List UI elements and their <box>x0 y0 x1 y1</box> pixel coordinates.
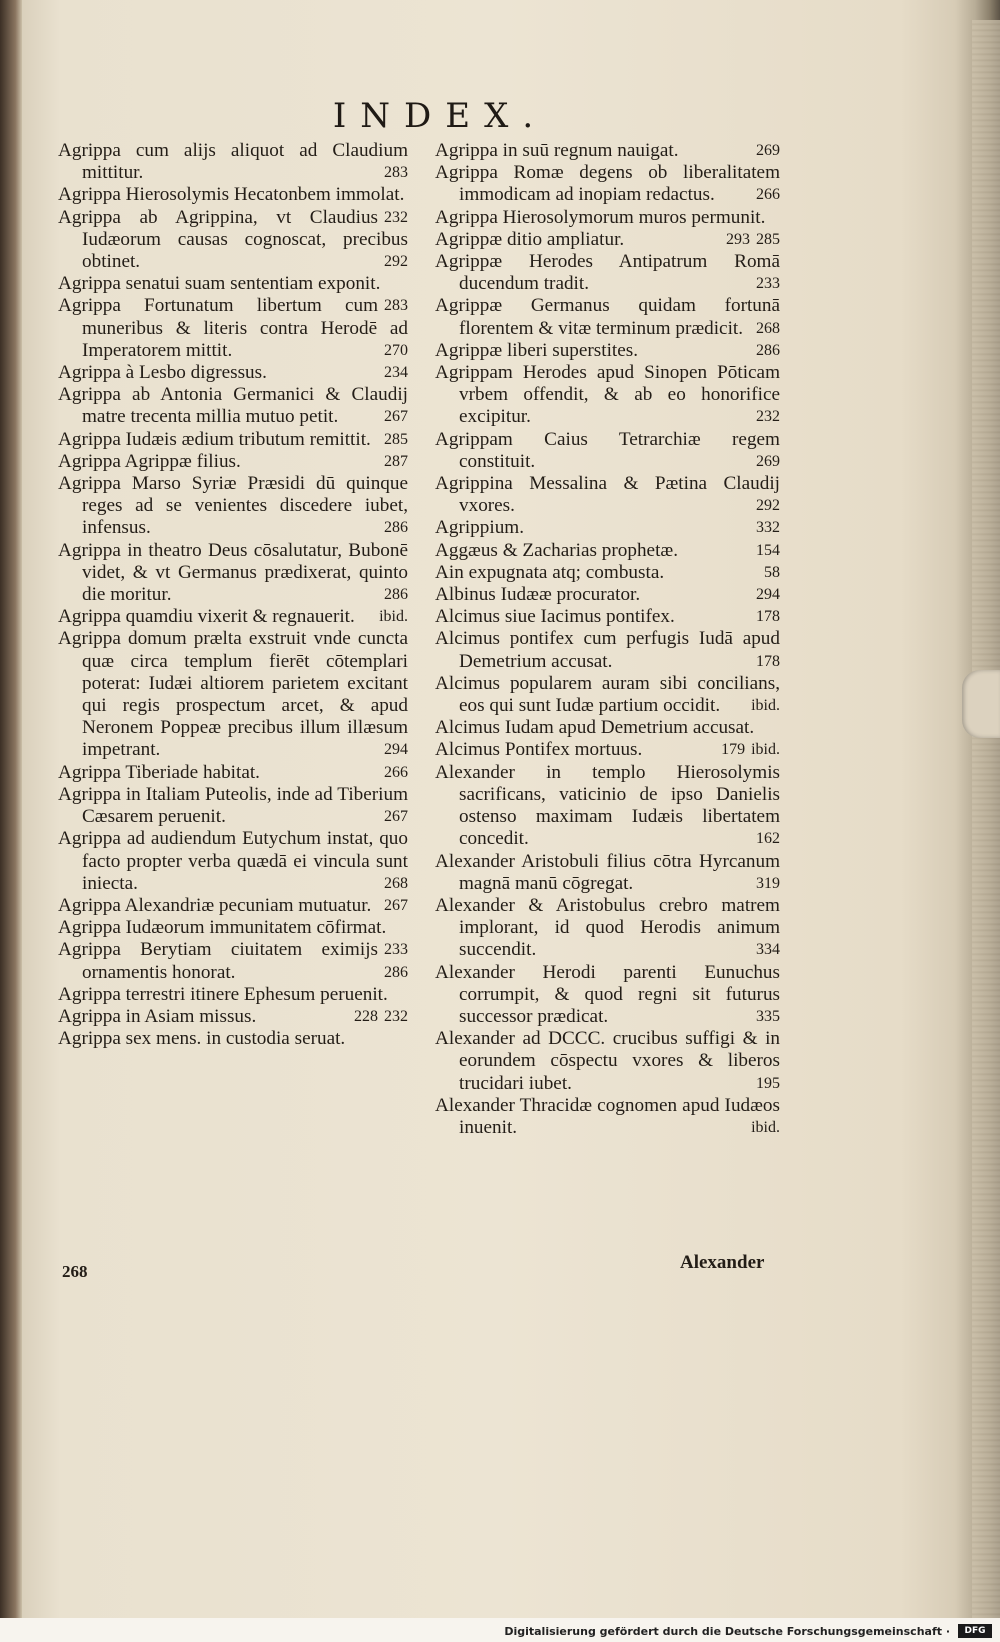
index-entry-page: 195 <box>756 1074 780 1092</box>
dfg-logo: DFG <box>958 1624 992 1638</box>
index-entry-text: Agrippæ liberi superstites. <box>435 339 639 361</box>
index-entry-text: Agrippa quamdiu vixerit & regnauerit. <box>58 606 355 628</box>
index-entry-page: 178 <box>756 652 780 670</box>
index-entry-text: Alcimus Iudam apud Demetrium accusat. <box>435 717 755 739</box>
index-entry-text: Alexander Aristobuli filius cōtra Hyrcanum magnā manū cōgregat. <box>435 850 780 894</box>
index-entry-page: 283 <box>384 164 408 182</box>
index-entry-text: Agrippium. <box>435 517 525 539</box>
clasp-tab <box>962 670 1000 738</box>
index-entry-page: 267 <box>384 408 408 426</box>
index-entry-page: 294 <box>756 586 780 604</box>
index-entry-text: Agrippa ab Antonia Germanici & Claudij matre trecenta millia mutuo petit. <box>58 384 408 428</box>
index-entry <box>435 162 780 206</box>
index-entry-text: Agrippina Messalina & Pætina Claudij vxores. <box>435 473 780 517</box>
index-entry <box>58 895 408 917</box>
index-entry-page: 267 <box>384 808 408 826</box>
index-entry-text: Agrippa ab Agrippina, vt Claudius Iudæorum causas cognoscat, precibus obtinet. <box>58 206 408 273</box>
index-entry-text: Alexander Thracidæ cognomen apud Iudæos inuenit. <box>435 1094 780 1138</box>
index-entry <box>58 1006 408 1028</box>
index-entry-page: 232 <box>756 408 780 426</box>
index-entry-text: Alcimus Pontifex mortuus. <box>435 739 643 761</box>
index-entry <box>435 739 780 761</box>
index-entry-page: ibid. <box>751 697 780 715</box>
index-entry-text: Agrippæ ditio ampliatur. <box>435 228 625 250</box>
page-edges <box>972 20 1000 1620</box>
index-entry-page: 232 <box>384 208 408 226</box>
index-entry <box>58 273 408 315</box>
index-entry-text: Agrippa senatui suam sententiam exponit. <box>58 273 381 295</box>
index-entry <box>435 628 780 672</box>
index-entry-text: Alexander ad DCCC. crucibus suffigi & in eorundem cōspectu vxores & liberos trucidari iubet. <box>435 1028 780 1094</box>
index-entry-text: Alcimus popularem auram sibi concilians, eos qui sunt Iudæ partium occidit. <box>435 672 780 717</box>
index-entry-text: Agrippa Alexandriæ pecuniam mutuatur. <box>58 894 372 916</box>
index-entry <box>58 384 408 428</box>
index-entry-page: 233 <box>384 941 408 959</box>
index-entry-page: 286 <box>384 519 408 537</box>
index-entry <box>58 184 408 226</box>
index-entry-page: 178 <box>756 608 780 626</box>
index-entry-page: 269 <box>756 142 780 159</box>
index-entry-page: 286 <box>756 341 780 359</box>
index-entry-page: ibid. <box>751 741 780 759</box>
index-entry <box>58 939 408 983</box>
index-entry <box>58 917 408 959</box>
index-entry-page: 233 <box>756 275 780 293</box>
index-entry-page: 286 <box>384 963 408 981</box>
index-entry <box>58 762 408 784</box>
index-entry-text: Agrippam Herodes apud Sinopen Pōticam vrbem offendit, & ab eo honorifice excipitur. <box>435 362 780 428</box>
index-entry-text: Agrippa Iudæis ædium tributum remittit. <box>58 428 371 450</box>
index-entry-text: Ain expugnata atq; combusta. <box>435 561 665 583</box>
index-entry-page: 334 <box>756 941 780 959</box>
index-entry <box>435 362 780 429</box>
index-entry-text: Agrippæ Herodes Antipatrum Romā ducendum tradit. <box>435 251 780 295</box>
index-entry-text: Agrippa Iudæorum immunitatem cōfirmat. <box>58 917 387 939</box>
index-entry-page: 179 <box>721 741 746 759</box>
index-entry-text: Agrippa in Asiam missus. <box>58 1005 257 1027</box>
index-entry <box>435 584 780 606</box>
index-entry-text: Alexander & Aristobulus crebro matrem implorant, id quod Herodis animum succendit. <box>435 894 780 961</box>
index-entry-text: Albinus Iudææ procurator. <box>435 584 641 606</box>
footer-credit: Digitalisierung gefördert durch die Deutsche Forschungsgemeinschaft · <box>504 1625 950 1638</box>
index-entry-page: 335 <box>756 1007 780 1025</box>
index-entry-text: Agrippa in Italiam Puteolis, inde ad Tiberium Cæsarem peruenit. <box>58 783 408 828</box>
index-entry-text: Agrippa Marso Syriæ Præsidi dū quinque reges ad se venientes discedere iubet, infensus. <box>58 473 408 539</box>
index-entry <box>58 451 408 473</box>
index-entry-page: 332 <box>756 519 780 537</box>
index-entry-text: Alcimus siue Iacimus pontifex. <box>435 606 675 628</box>
index-entry-text: Agrippa Hierosolymorum muros permunit. <box>435 206 766 228</box>
index-entry-page: 286 <box>384 586 408 604</box>
index-entry <box>435 251 780 295</box>
index-entry <box>435 340 780 362</box>
index-entry-page: 267 <box>384 896 408 914</box>
index-entry <box>58 784 408 828</box>
index-entry <box>58 207 408 274</box>
index-entry-text: Agrippa cum alijs aliquot ad Claudium mittitur. <box>58 140 408 184</box>
index-entry-text: Agrippa à Lesbo digressus. <box>58 362 267 384</box>
index-entry <box>435 540 780 562</box>
index-entry <box>435 473 780 517</box>
index-entry-page: 293 <box>726 230 750 248</box>
index-entry <box>435 762 780 851</box>
index-entry-text: Agrippa in suū regnum nauigat. <box>435 140 679 161</box>
index-entry-text: Agrippa sex mens. in custodia seruat. <box>58 1028 346 1050</box>
index-entry-page: 268 <box>756 319 780 337</box>
index-entry-text: Agrippa ad audiendum Eutychum instat, quo facto propter verba quædā ei vincula sunt iniecta. <box>58 828 408 894</box>
index-entry-page: 285 <box>384 430 408 448</box>
index-entry-page: 294 <box>384 741 408 759</box>
index-entry-text: Alexander Herodi parenti Eunuchus corrumpit, & quod regni sit futurus successor prædicat. <box>435 961 780 1027</box>
index-entry <box>58 362 408 384</box>
index-entry-text: Alcimus pontifex cum perfugis Iudā apud Demetrium accusat. <box>435 628 780 672</box>
index-entry-page: 154 <box>756 541 780 559</box>
index-entry <box>58 540 408 607</box>
index-entry <box>58 1028 408 1050</box>
index-entry-text: Agrippa Fortunatum libertum cum muneribus & literis contra Herodē ad Imperatorem mittit. <box>58 295 408 361</box>
index-entry <box>58 140 408 184</box>
index-entry-page: 292 <box>384 253 408 271</box>
index-entry-text: Agrippa Tiberiade habitat. <box>58 761 260 783</box>
index-entry-page: 268 <box>384 874 408 892</box>
index-entry-page: 287 <box>384 452 408 470</box>
index-entry <box>435 429 780 473</box>
index-entry-page: ibid. <box>751 1118 780 1136</box>
index-entry <box>435 851 780 895</box>
index-entry <box>435 140 780 162</box>
index-entry-text: Aggæus & Zacharias prophetæ. <box>435 539 678 561</box>
index-entry-page: 232 <box>384 1007 408 1025</box>
catchword: Alexander <box>680 1252 765 1273</box>
index-entry <box>435 606 780 628</box>
index-entry-page: 266 <box>756 186 780 204</box>
index-entry <box>435 295 780 339</box>
index-entry-page: 228 <box>354 1007 378 1025</box>
index-entry <box>58 628 408 761</box>
index-column-right <box>435 140 780 1139</box>
index-entry-text: Alexander in templo Hierosolymis sacrificans, vaticinio de ipso Danielis ostenso maximam Iudæis libertatem concedit. <box>435 761 780 850</box>
index-entry <box>435 562 780 584</box>
index-entry-text: Agrippa Berytiam ciuitatem eximijs ornamentis honorat. <box>58 939 378 983</box>
index-entry <box>435 962 780 1029</box>
index-entry-page: 266 <box>384 763 408 781</box>
index-entry-page: 234 <box>384 364 408 382</box>
index-entry-text: Agrippa domum prælta exstruit vnde cuncta quæ circa templum fierēt cōtemplari poterat: Iudæi altiorem parietem excitant qui regis prospectum arcet, & apud Neronem Poppeæ precibus illum illæsum impetrant. <box>58 628 408 761</box>
index-entry-text: Agrippa terrestri itinere Ephesum peruenit. <box>58 983 388 1005</box>
index-entry-page: 270 <box>384 341 408 359</box>
page-number: 268 <box>62 1262 88 1281</box>
index-column-left <box>58 140 408 1050</box>
index-entry <box>435 229 780 251</box>
index-entry-page: ibid. <box>379 608 408 626</box>
index-entry-text: Agrippa Romæ degens ob liberalitatem immodicam ad inopiam redactus. <box>435 162 780 206</box>
index-entry <box>435 673 780 717</box>
index-entry-page: 58 <box>764 563 780 581</box>
index-entry <box>435 517 780 539</box>
index-entry <box>58 828 408 895</box>
index-entry <box>435 1028 780 1095</box>
index-entry-text: Agrippa Hierosolymis Hecatonbem immolat. <box>58 184 405 206</box>
index-entry-text: Agrippa Agrippæ filius. <box>58 450 241 472</box>
index-entry-text: Agrippæ Germanus quidam fortunā florentem & vitæ terminum prædicit. <box>435 295 780 339</box>
index-entry <box>58 295 408 362</box>
index-entry-page: 319 <box>756 874 780 892</box>
book-spine <box>0 0 22 1642</box>
index-entry-text: Agrippam Caius Tetrarchiæ regem constituit. <box>435 428 780 472</box>
index-entry <box>435 895 780 962</box>
index-entry-text: Agrippa in theatro Deus cōsalutatur, Bubonē videt, & vt Germanus prædixerat, quinto die moritur. <box>58 539 408 606</box>
index-entry-page: 285 <box>756 230 780 248</box>
index-entry <box>435 1095 780 1139</box>
index-entry-page: 283 <box>384 297 408 315</box>
index-entry <box>58 429 408 451</box>
page-header: INDEX. <box>332 96 548 136</box>
index-entry <box>58 473 408 540</box>
index-entry-page: 292 <box>756 497 780 515</box>
index-entry-page: 162 <box>756 830 780 848</box>
index-entry <box>58 606 408 628</box>
footer-bar <box>0 1618 1000 1642</box>
index-entry-page: 269 <box>756 452 780 470</box>
